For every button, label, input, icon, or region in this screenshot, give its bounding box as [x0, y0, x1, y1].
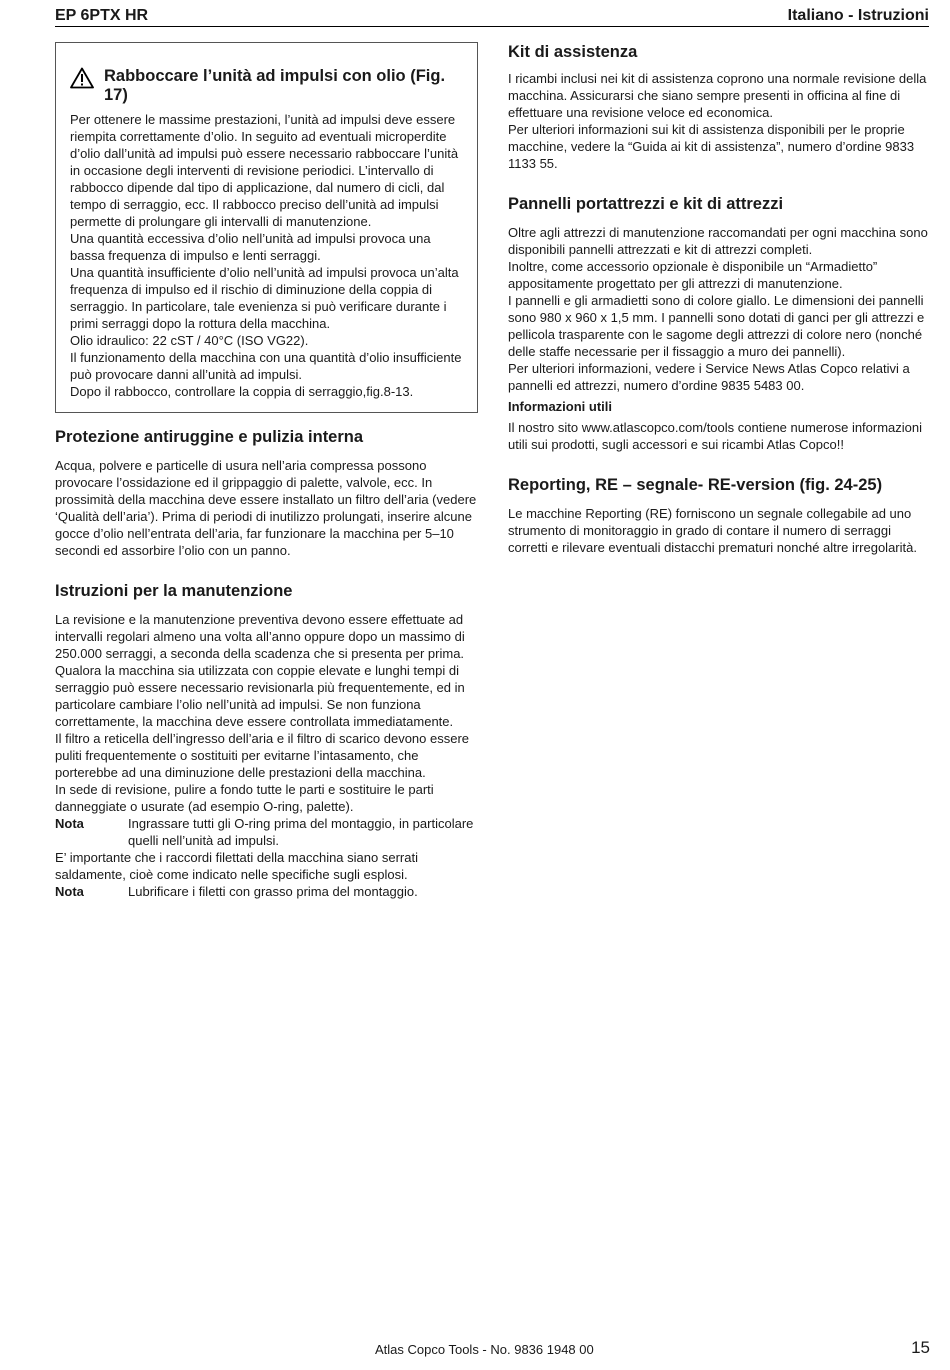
left-column [55, 42, 478, 900]
panels-paragraph: I pannelli e gli armadietti sono di colore giallo. Le dimensioni dei pannelli sono 980 x 960 x 1,5 mm. I pannelli sono dotati di ganci per gli attrezzi e pellicola trasparente con le sagome degli attrezzi di colore nero (nonché delle staffe necessarie per il fissaggio a muro dei pannelli). [508, 293, 925, 359]
page-header [55, 4, 929, 27]
refill-warning-box [55, 42, 478, 413]
refill-heading [70, 67, 465, 105]
refill-paragraph: Il funzionamento della macchina con una quantità d’olio insufficiente può provocare danni all’unità ad impulsi. [70, 350, 462, 382]
service-kit-paragraph: I ricambi inclusi nei kit di assistenza coprono una normale revisione della macchina. Assicurarsi che siano sempre presenti in officina al fine di effettuare una revisione veloce ed economica. [508, 71, 927, 120]
warning-triangle-icon [70, 67, 94, 89]
useful-info-text: Il nostro sito www.atlascopco.com/tools contiene numerose informazioni utili sui prodotti, sugli accessori e sui ricambi Atlas Copco!! [508, 420, 923, 452]
service-kit-paragraph: Per ulteriori informazioni sui kit di assistenza disponibili per le proprie macchine, vedere la “Guida ai kit di assistenza”, numero d’ordine 9833 1133 55. [508, 122, 915, 171]
maintenance-heading: Istruzioni per la manutenzione [55, 582, 293, 600]
maintenance-paragraph: La revisione e la manutenzione preventiva devono essere effettuate ad intervalli regolari almeno una volta all’anno oppure dopo un massimo di 250.000 serraggi, a seconda della scadenza che si presenta per prima. Qualora la macchina sia utilizzata con coppie elevate e lunghi tempi di serraggio può essere necessario revisionarla più frequentemente, ed in particolare cambiare l’olio nell’unità ad impulsi. Se non funziona correttamente, la macchina deve essere controllata immediatamente. [55, 612, 465, 729]
useful-info-heading: Informazioni utili [508, 399, 612, 414]
note-text: Ingrassare tutti gli O-ring prima del montaggio, in particolare quelli nell’unità ad impulsi. [128, 816, 474, 848]
maintenance-note [55, 883, 478, 900]
maintenance-note [55, 815, 478, 849]
document-reference: Atlas Copco Tools - No. 9836 1948 00 [375, 1342, 594, 1357]
page-number: 15 [911, 1338, 930, 1357]
refill-paragraph: Per ottenere le massime prestazioni, l’unità ad impulsi deve essere riempita correttamente d’olio. In seguito ad eventuali microperdite d’olio dall’unità ad impulsi può essere necessario rabboccare l’unità in occasione degli interventi di revisione periodici. L’intervallo di rabbocco dipende dal tipo di applicazione, dal numero di cicli, dal tempo di serraggio, ecc. Il rabbocco preciso dell’unità ad impulsi permette di prolungare gli intervalli di manutenzione. [70, 112, 459, 229]
reporting-text: Le macchine Reporting (RE) forniscono un segnale collegabile ad uno strumento di monitoraggio in grado di contare il numero di serraggi corretti e rilevare eventuali distacchi prematuri nonché altre irregolarità. [508, 506, 917, 555]
refill-oil-spec: Olio idraulico: 22 cST / 40°C (ISO VG22). [70, 333, 309, 348]
panels-paragraph: Inoltre, come accessorio opzionale è disponibile un “Armadietto” appositamente progettato per gli attrezzi di manutenzione. [508, 259, 878, 291]
note-text: Lubrificare i filetti con grasso prima del montaggio. [128, 884, 418, 899]
reporting-heading: Reporting, RE – segnale- RE-version (fig. 24-25) [508, 476, 883, 494]
maintenance-paragraph: E’ importante che i raccordi filettati della macchina siano serrati saldamente, cioè come indicato nelle specifiche sugli esplosi. [55, 850, 418, 882]
maintenance-paragraph: Il filtro a reticella dell’ingresso dell’aria e il filtro di scarico devono essere puliti frequentemente o sostituiti per evitarne l’intasamento, che porterebbe ad una diminuzione delle prestazioni della macchina. [55, 731, 470, 780]
panels-paragraph: Oltre agli attrezzi di manutenzione raccomandati per ogni macchina sono disponibili pannelli attrezzati e kit di attrezzi completi. [508, 225, 928, 257]
right-column [508, 42, 930, 556]
rust-heading: Protezione antiruggine e pulizia interna [55, 428, 364, 446]
note-label: Nota [55, 884, 84, 899]
rust-text: Acqua, polvere e particelle di usura nell’aria compressa possono provocare l’ossidazione ed il grippaggio di palette, valvole, ecc. In prossimità della macchina deve essere installato un filtro dell’aria (vedere ‘Qualità dell’aria’). Prima di periodi di inutilizzo prolungati, inserire alcune gocce d’olio nell’entrata dell’aria, far funzionare la macchina per 5–10 secondi ed assorbire l’olio con un panno. [55, 458, 477, 558]
refill-paragraph: Dopo il rabbocco, controllare la coppia di serraggio,fig.8-13. [70, 384, 414, 399]
panels-heading: Pannelli portattrezzi e kit di attrezzi [508, 195, 784, 213]
panels-paragraph: Per ulteriori informazioni, vedere i Service News Atlas Copco relativi a pannelli ed attrezzi, numero d’ordine 9835 5483 00. [508, 361, 910, 393]
note-label: Nota [55, 816, 84, 831]
refill-paragraph: Una quantità insufficiente d’olio nell’unità ad impulsi provoca un’alta frequenza di impulso ed il rischio di diminuzione della coppia di serraggio. In particolare, tale evenienza si può verificare durante i primi serraggi dopo la rottura della macchina. [70, 265, 459, 331]
service-kit-heading: Kit di assistenza [508, 43, 638, 61]
maintenance-paragraph: In sede di revisione, pulire a fondo tutte le parti e sostituire le parti danneggiate o usurate (ad esempio O-ring, palette). [55, 782, 434, 814]
refill-paragraph: Una quantità eccessiva d’olio nell’unità ad impulsi provoca una bassa frequenza di impulso e lenti serraggi. [70, 231, 431, 263]
model-name: EP 6PTX HR [55, 7, 149, 24]
language-label: Italiano - Istruzioni [787, 7, 929, 24]
refill-title: Rabboccare l’unità ad impulsi con olio (Fig. 17) [104, 67, 446, 104]
